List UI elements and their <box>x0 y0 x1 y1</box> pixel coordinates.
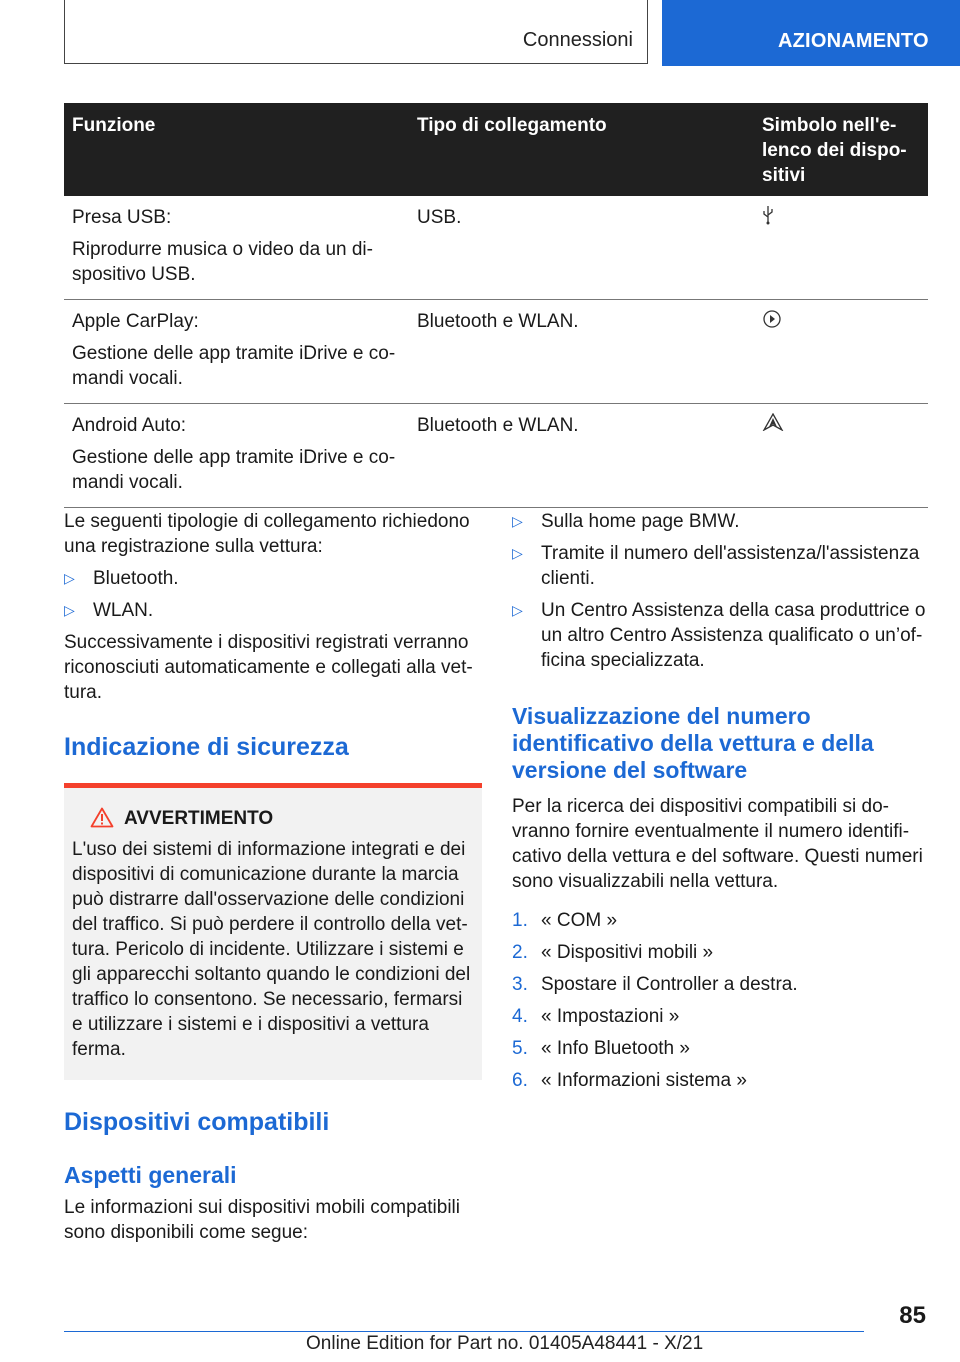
table-header-symbol: Simbolo nell'e- lenco dei dispo- sitivi <box>754 103 928 196</box>
compatible-devices-heading: Dispositivi compatibili <box>64 1108 330 1136</box>
table-header-function: Funzione <box>64 103 409 196</box>
triangle-bullet-icon: ▷ <box>512 602 523 618</box>
list-item: 2. « Dispositivi mobili » <box>512 942 714 963</box>
list-item: 1. « COM » <box>512 910 618 931</box>
table-cell-type: Bluetooth e WLAN. <box>409 404 754 508</box>
footer-edition: Online Edition for Part no. 01405A48441 - X/21 <box>306 1333 704 1354</box>
table-cell-function <box>64 300 409 404</box>
table-cell-type: USB. <box>409 196 754 300</box>
list-item: ▷ Bluetooth. <box>64 568 179 589</box>
triangle-bullet-icon: ▷ <box>512 513 523 529</box>
warning-title: AVVERTIMENTO <box>72 806 472 831</box>
list-item: 4. « Impostazioni » <box>512 1006 680 1027</box>
table-row <box>64 300 928 404</box>
row-function-desc: Gestione delle app tramite iDrive e co- mandi vocali. <box>72 343 396 389</box>
table-header-row <box>64 103 928 196</box>
triangle-bullet-icon: ▷ <box>64 602 75 618</box>
list-item: ▷ Un Centro Assistenza della casa produttrice o un altro Centro Assistenza qualificato o un’of- ficina specializzata. <box>512 600 926 671</box>
vin-text: Per la ricerca dei dispositivi compatibili si do- vranno fornire eventualmente il numero identifi- cativo della vettura e del software. Questi numeri sono visualizzabili nella vettura. <box>512 796 923 892</box>
footer-divider <box>64 1331 864 1332</box>
list-item: ▷ Sulla home page BMW. <box>512 511 740 532</box>
connection-table <box>64 103 928 508</box>
registration-intro: Le seguenti tipologie di collegamento richiedono una registrazione sulla vettura: <box>64 511 470 557</box>
left-column <box>64 509 482 1252</box>
list-item: ▷ WLAN. <box>64 600 154 621</box>
triangle-bullet-icon: ▷ <box>512 545 523 561</box>
list-item: 6. « Informazioni sistema » <box>512 1070 747 1091</box>
row-function-desc: Gestione delle app tramite iDrive e co- mandi vocali. <box>72 447 396 493</box>
table-row <box>64 196 928 300</box>
table-cell-symbol <box>754 404 928 508</box>
header-chapter-tab <box>662 0 960 66</box>
row-function-name: Android Auto: <box>72 415 187 436</box>
row-function-desc: Riprodurre musica o video da un di- spositivo USB. <box>72 239 373 285</box>
warning-triangle-icon <box>90 807 114 828</box>
table-cell-type: Bluetooth e WLAN. <box>409 300 754 404</box>
table-cell-symbol <box>754 300 928 404</box>
general-heading: Aspetti generali <box>64 1162 237 1188</box>
android-auto-icon <box>762 418 784 435</box>
right-column <box>512 509 932 1100</box>
carplay-icon <box>762 316 782 333</box>
row-function-name: Apple CarPlay: <box>72 311 199 332</box>
header-section-box <box>64 0 648 64</box>
header-section-title: Connessioni <box>522 29 633 51</box>
vin-heading: Visualizzazione del numero identificativo della vettura e della versione del software <box>512 703 874 783</box>
general-text: Le informazioni sui dispositivi mobili compatibili sono disponibili come segue: <box>64 1197 460 1243</box>
triangle-bullet-icon: ▷ <box>64 570 75 586</box>
table-header-connection-type: Tipo di collegamento <box>409 103 754 196</box>
list-item: 5. « Info Bluetooth » <box>512 1038 690 1059</box>
list-item: ▷ Tramite il numero dell'assistenza/l'assistenza clienti. <box>512 543 920 589</box>
warning-box <box>64 783 482 1080</box>
safety-heading: Indicazione di sicurezza <box>64 733 349 761</box>
row-function-name: Presa USB: <box>72 207 172 228</box>
usb-icon <box>762 212 774 229</box>
table-row <box>64 404 928 508</box>
page-number: 85 <box>899 1302 926 1329</box>
table-cell-symbol <box>754 196 928 300</box>
warning-text: L'uso dei sistemi di informazione integrati e dei dispositivi di comunicazione durante la marcia può distrarre dall'osservazione delle condizioni del traffico. Si può perdere il controllo della vet- tura. Pericolo di incidente. Utilizzare i sistemi e gli apparecchi soltanto quando le condizioni del traffico lo consentono. Se necessario, fermarsi e utilizzare i sistemi e i dispositivi a vettura ferma. <box>72 839 471 1060</box>
list-item: 3. Spostare il Controller a destra. <box>512 974 798 995</box>
header-chapter-title: AZIONAMENTO <box>778 30 929 52</box>
table-cell-function <box>64 404 409 508</box>
table-cell-function <box>64 196 409 300</box>
registration-after: Successivamente i dispositivi registrati verranno riconosciuti automaticamente e collegati alla vet- tura. <box>64 632 473 703</box>
